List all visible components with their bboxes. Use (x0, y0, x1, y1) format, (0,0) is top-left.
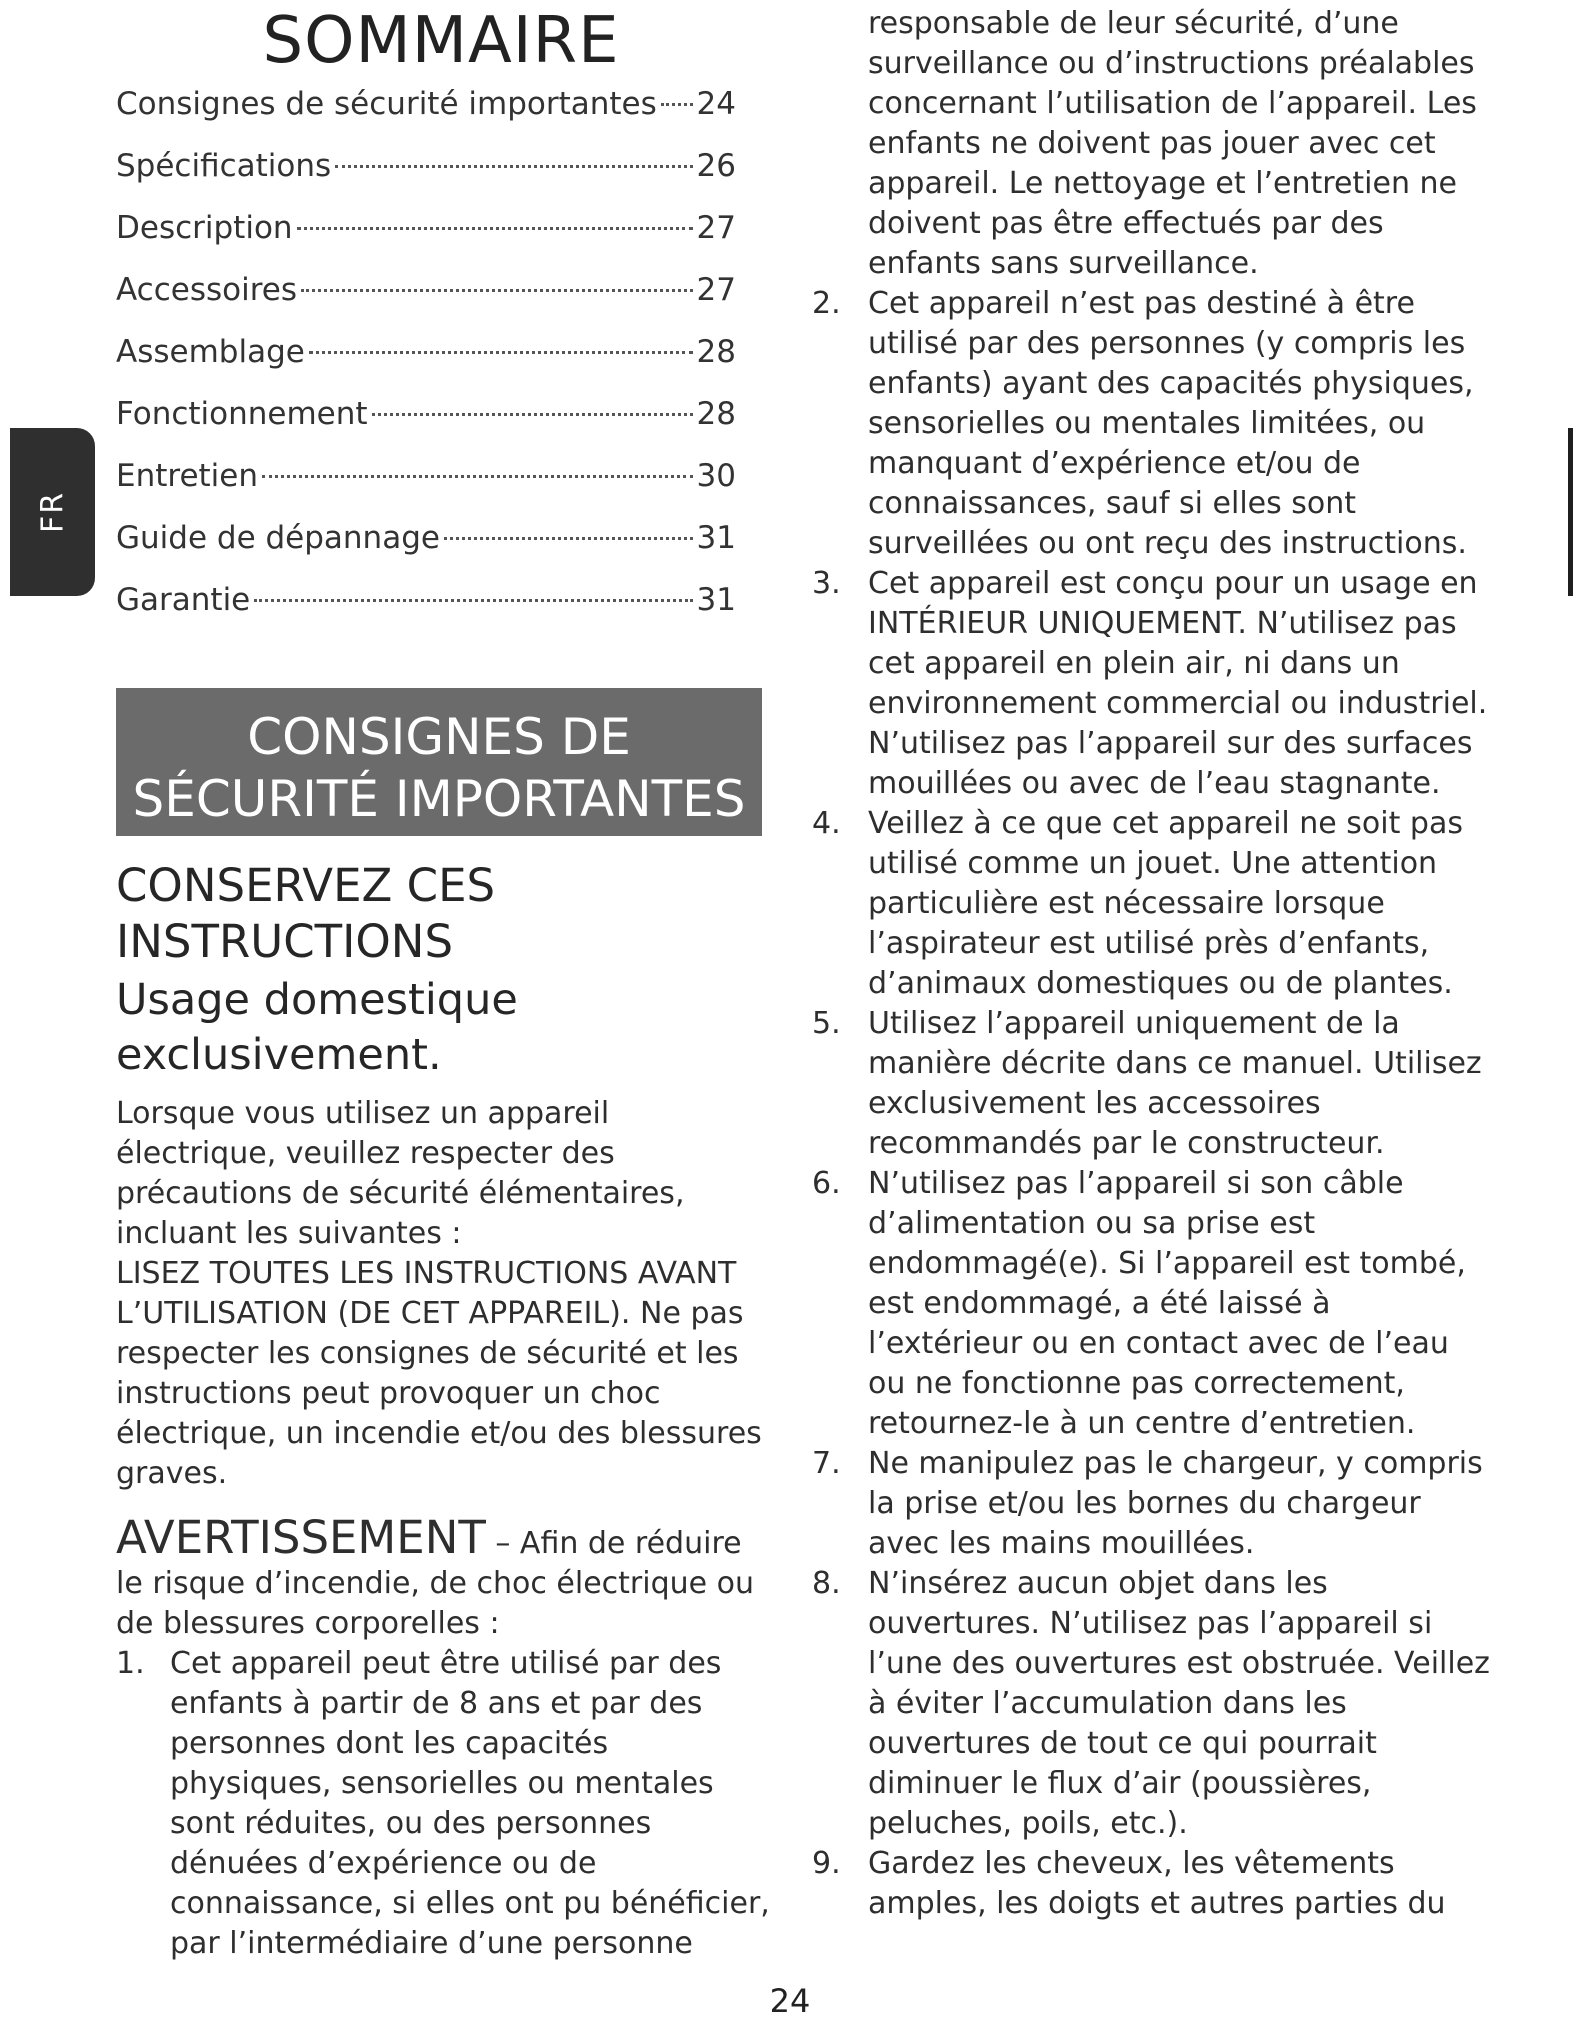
safety-list-right (812, 284, 1492, 1924)
toc-item-page: 31 (696, 520, 736, 556)
table-of-contents (116, 86, 736, 644)
list-item-text: N’insérez aucun objet dans les ouvertures. N’utilisez pas l’appareil si l’une des ouvertures est obstruée. Veillez à éviter l’accumulation dans les ouvertures de tout ce qui pourrait diminuer le flux d’air (poussières, peluches, poils, etc.). (868, 1566, 1490, 1841)
list-item (812, 1844, 1492, 1924)
intro-paragraph (116, 1094, 776, 1494)
toc-item-page: 24 (696, 86, 736, 122)
toc-item-label: Guide de dépannage (116, 520, 440, 556)
toc-item-label: Consignes de sécurité importantes (116, 86, 657, 122)
toc-leader-dots (372, 413, 693, 416)
list-item-text: Utilisez l’appareil uniquement de la manière décrite dans ce manuel. Utilisez exclusivement les accessoires recommandés par le constructeur. (868, 1006, 1482, 1161)
toc-item-label: Entretien (116, 458, 259, 494)
list-item-number: 7. (812, 1446, 841, 1481)
list-item (812, 1164, 1492, 1444)
list-item-text: N’utilisez pas l’appareil si son câble d’alimentation ou sa prise est endommagé(e). Si l’appareil est tombé, est endommagé, a été laissé à l’extérieur ou en contact avec de l’eau ou ne fonctionne pas correctement, retournez-le à un centre d’entretien. (868, 1166, 1466, 1441)
list-item-number: 4. (812, 806, 841, 841)
list-item (812, 1564, 1492, 1844)
toc-item-page: 28 (696, 396, 736, 432)
toc-leader-dots (254, 599, 692, 602)
list-item-text: Cet appareil peut être utilisé par des enfants à partir de 8 ans et par des personnes dont les capacités physiques, sensorielles ou mentales sont réduites, ou des personnes dénuées d’expérience ou de connaissance, si elles ont pu bénéficier, par l’intermédiaire d’une personne (170, 1646, 770, 1961)
usage-heading-line: exclusivement. (116, 1030, 442, 1080)
item-1-continuation: responsable de leur sécurité, d’une surveillance ou d’instructions préalables concernant l’utilisation de l’appareil. Les enfants ne doivent pas jouer avec cet appareil. Le nettoyage et l’entretien ne doivent pas être effectués par des enfants sans surveillance. (868, 6, 1477, 281)
household-use-heading (116, 973, 518, 1083)
toc-item[interactable] (116, 86, 736, 148)
toc-item-label: Fonctionnement (116, 396, 368, 432)
toc-item-page: 31 (696, 582, 736, 618)
toc-item-page: 28 (696, 334, 736, 370)
keep-heading-line: INSTRUCTIONS (116, 915, 454, 968)
edge-marker (1568, 428, 1573, 596)
language-tab-label: FR (35, 490, 70, 534)
toc-item[interactable] (116, 148, 736, 210)
usage-heading-line: Usage domestique (116, 975, 518, 1025)
toc-leader-dots (309, 351, 693, 354)
list-item (812, 1004, 1492, 1164)
list-item (116, 1644, 776, 1964)
toc-item-label: Description (116, 210, 293, 246)
intro-rest: Ne pas respecter les consignes de sécurité et les instructions peut provoquer un choc électrique, un incendie et/ou des blessures graves. (116, 1296, 762, 1491)
list-item (812, 804, 1492, 1004)
warning-text: – Afin de réduire le risque d’incendie, de choc électrique ou de blessures corporelles : (116, 1526, 754, 1641)
list-item-text: Veillez à ce que cet appareil ne soit pas utilisé comme un jouet. Une attention particulière est nécessaire lorsque l’aspirateur est utilisé près d’enfants, d’animaux domestiques ou de plantes. (868, 806, 1463, 1001)
toc-item[interactable] (116, 334, 736, 396)
language-tab (10, 428, 95, 596)
toc-item-label: Assemblage (116, 334, 305, 370)
list-item-number: 1. (116, 1646, 145, 1681)
list-item-number: 6. (812, 1166, 841, 1201)
list-item-number: 9. (812, 1846, 841, 1881)
toc-leader-dots (335, 165, 692, 168)
list-item-number: 8. (812, 1566, 841, 1601)
safety-list-left (116, 1644, 776, 1964)
list-item-text: Gardez les cheveux, les vêtements amples, les doigts et autres parties du (868, 1846, 1446, 1921)
list-item-text: Ne manipulez pas le chargeur, y compris la prise et/ou les bornes du chargeur avec les mains mouillées. (868, 1446, 1483, 1561)
safety-banner-line: SÉCURITÉ IMPORTANTES (132, 770, 746, 828)
toc-item[interactable] (116, 210, 736, 272)
toc-leader-dots (444, 537, 693, 540)
toc-item[interactable] (116, 396, 736, 458)
list-item-text: Cet appareil n’est pas destiné à être utilisé par des personnes (y compris les enfants) ayant des capacités physiques, sensorielles ou mentales limitées, ou manquant d’expérience et/ou de connaissances, sauf si elles sont surveillées ou ont reçu des instructions. (868, 286, 1474, 561)
toc-item-page: 27 (696, 272, 736, 308)
toc-item-label: Garantie (116, 582, 251, 618)
safety-banner (116, 688, 762, 836)
warning-paragraph (116, 1511, 776, 1964)
intro-text: Lorsque vous utilisez un appareil électrique, veuillez respecter des précautions de sécurité élémentaires, incluant les suivantes : (116, 1096, 685, 1251)
toc-item-page: 27 (696, 210, 736, 246)
intro-caps: LISEZ TOUTES LES INSTRUCTIONS AVANT L’UTILISATION (DE CET APPAREIL). (116, 1256, 737, 1331)
list-item-number: 5. (812, 1006, 841, 1041)
list-item-number: 2. (812, 286, 841, 321)
warning-title: AVERTISSEMENT (116, 1511, 486, 1564)
toc-item[interactable] (116, 582, 736, 644)
toc-item-label: Spécifications (116, 148, 332, 184)
toc-item-page: 26 (696, 148, 736, 184)
list-item-number: 3. (812, 566, 841, 601)
toc-title: SOMMAIRE (262, 4, 620, 78)
list-item-text: Cet appareil est conçu pour un usage en INTÉRIEUR UNIQUEMENT. N’utilisez pas cet appareil en plein air, ni dans un environnement commercial ou industriel. N’utilisez pas l’appareil sur des surfaces mouillées ou avec de l’eau stagnante. (868, 566, 1488, 801)
toc-leader-dots (301, 289, 693, 292)
list-item (812, 564, 1492, 804)
toc-leader-dots (661, 103, 693, 106)
list-item (812, 284, 1492, 564)
keep-instructions-heading (116, 858, 495, 970)
toc-item-page: 30 (696, 458, 736, 494)
toc-leader-dots (262, 475, 693, 478)
page-number: 24 (769, 1982, 811, 2020)
keep-heading-line: CONSERVEZ CES (116, 859, 496, 912)
toc-item-label: Accessoires (116, 272, 297, 308)
toc-leader-dots (297, 227, 693, 230)
toc-item[interactable] (116, 458, 736, 520)
toc-item[interactable] (116, 272, 736, 334)
toc-item[interactable] (116, 520, 736, 582)
list-item (812, 1444, 1492, 1564)
safety-banner-line: CONSIGNES DE (247, 708, 631, 766)
